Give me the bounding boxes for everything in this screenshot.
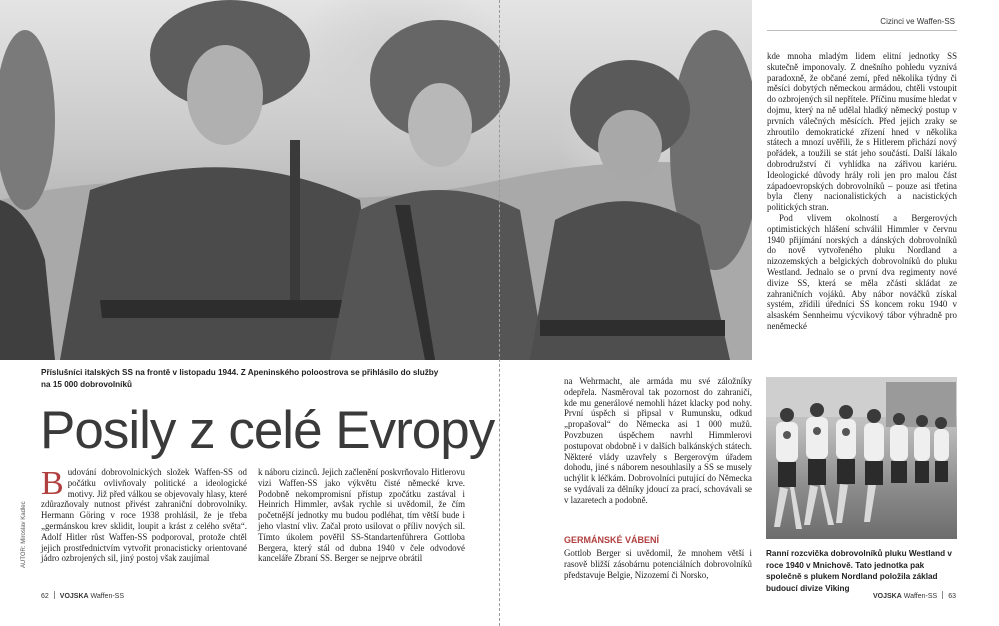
article-column-3	[564, 376, 752, 506]
footer-separator	[54, 591, 55, 599]
marching-volunteers-illustration	[766, 377, 957, 539]
magazine-brand-left: VOJSKA	[59, 593, 89, 600]
article-column-3b-text: Gottlob Berger si uvědomil, že mnohem větší i rasově bližší zásobárnu potenciálních dobrovolníků představuje Belgie, Nizozemí či Norsko,	[564, 548, 752, 580]
main-photo-caption: Příslušníci italských SS na frontě v listopadu 1944. Z Apeninského poloostrova se přihlásilo do služby na 15 000 dobrovolníků	[41, 368, 439, 389]
issue-title-left: Waffen-SS	[90, 593, 125, 600]
second-photo	[766, 377, 957, 539]
footer-left	[41, 591, 124, 600]
footer-right	[873, 591, 956, 600]
article-column-4-text-b: Pod vlivem okolností a Bergerových optimistických hlášení schválil Himmler v červnu 1940 přijímání norských a dánských dobrovolníků do nově vytvořeného pluku Nordland a nizozemských a belgických dobrovolníků do pluku Westland. Jednalo se o první dva regimenty nové divize SS, která se měla zčásti skládat ze zahraničních vojáků. Aby nábor nováčků získal systém, zřídili úředníci SS koncem roku 1940 v alsaském Sennheimu výcvikový tábor výhradně pro neněmecké	[767, 212, 957, 331]
page-number-left: 62	[41, 593, 49, 600]
author-credit: AUTOR: Miroslav Kadlec	[21, 501, 27, 568]
main-photo	[0, 0, 752, 360]
soldiers-photo-illustration	[0, 0, 752, 360]
magazine-brand-right: VOJSKA	[872, 593, 902, 600]
running-head-rule	[767, 30, 957, 31]
page-fold	[499, 0, 500, 626]
footer-separator	[942, 591, 943, 599]
article-column-4-text-a: kde mnoha mladým lidem elitní jednotky SS skutečně imponovaly. Z dnešního pohledu vyznívá paradoxně, že občané zemí, před několika týdny či měsíci dobytých německou armádou, chtěli vstoupit do ozbrojených sil nepřítele. Příčinu musíme hledat v dojmu, který na ně udělal hladký německý postup v prvních válečných měsících. Před jejich zraky se zhroutilo demokratické zřízení hned v několika státech a mnozí uvěřili, že s Hitlerem přichází nový pořádek, a toužili se stát jeho součástí. Další lákalo dobrodružství či vyhlídka na zářivou kariéru. Ideologické důvody hrály roli jen pro malou část západoevropských dobrovolníků – pouze asi třetina byla členy nacionalistických a nacistických politických stran.	[767, 51, 957, 213]
page-title: Posily z celé Evropy	[40, 401, 495, 460]
article-column-1	[41, 467, 247, 564]
article-column-4	[767, 51, 957, 332]
article-column-3-continued	[564, 548, 752, 580]
article-column-2-text: k náboru cizinců. Jejich začlenění poskvrňovalo Hitlerovu vizi Waffen-SS jako výkvětu čisté německé krve. Podobně nekompromisní přístup zpočátku zastával i Heinrich Himmler, avšak rychle si uvědomil, že čím početnější jednotky mu budou podléhat, tím větší bude i jeho vlastní vliv. Začal proto usilovat o příliv nových sil. Tímto úkolem pověřil SS-Standartenführera Gottloba Bergera, který stál od dubna 1940 v čele odvodové kanceláře Zbraní SS. Berger se nejprve obrátil	[258, 467, 465, 564]
page-number-right: 63	[948, 593, 956, 600]
article-column-3-text: na Wehrmacht, ale armáda mu své záložníky odepřela. Nasměroval tak pozornost do zahraničí, kde mu generálové nemohli házet klacky pod nohy. První úspěch si připsal v Rumunsku, odkud „propašoval“ do Německa asi 1 000 mužů. Povzbuzen úspěchem navrhl Himmlerovi postupovat obdobně i v dalších balkánských státech. Některé vlády uzavřely s Bergerovým úřadem dohodu, jiné s náborem nesouhlasily a SS se musely uchýlit k léčkám. Dobrovolníci putující do Německa se vydávali za dělníky jdoucí za prací, schovávali se v lazaretech a podobně.	[564, 376, 752, 505]
dropcap: B	[41, 465, 64, 502]
section-heading: GERMÁNSKÉ VÁBENÍ	[564, 535, 660, 545]
article-column-1-text: udování dobrovolnických složek Waffen-SS od počátku ovlivňovaly politické a ideologické motivy. Již před válkou se objevovaly hlasy, které zdůrazňovaly nutnost přivést zahraniční dobrovolníky. Hermann Göring v roce 1938 prohlásil, že je třeba „germánskou krev sklidit, loupit a krást z celého světa“. Adolf Hitler růst Waffen-SS podporoval, protože chtěl jejich prostřednictvím vytvořit pronacisticky orientované jádro ozbrojených sil, jiný postoj však zaujímal	[41, 467, 247, 564]
running-head: Cizinci ve Waffen-SS	[880, 17, 955, 26]
issue-title-right: Waffen-SS	[903, 593, 938, 600]
article-column-2	[258, 467, 465, 564]
second-photo-caption: Ranní rozcvička dobrovolníků pluku Westland v roce 1940 v Mnichově. Tato jednotka pak společně s plukem Nordland položila základ budoucí divize Viking	[766, 549, 952, 593]
